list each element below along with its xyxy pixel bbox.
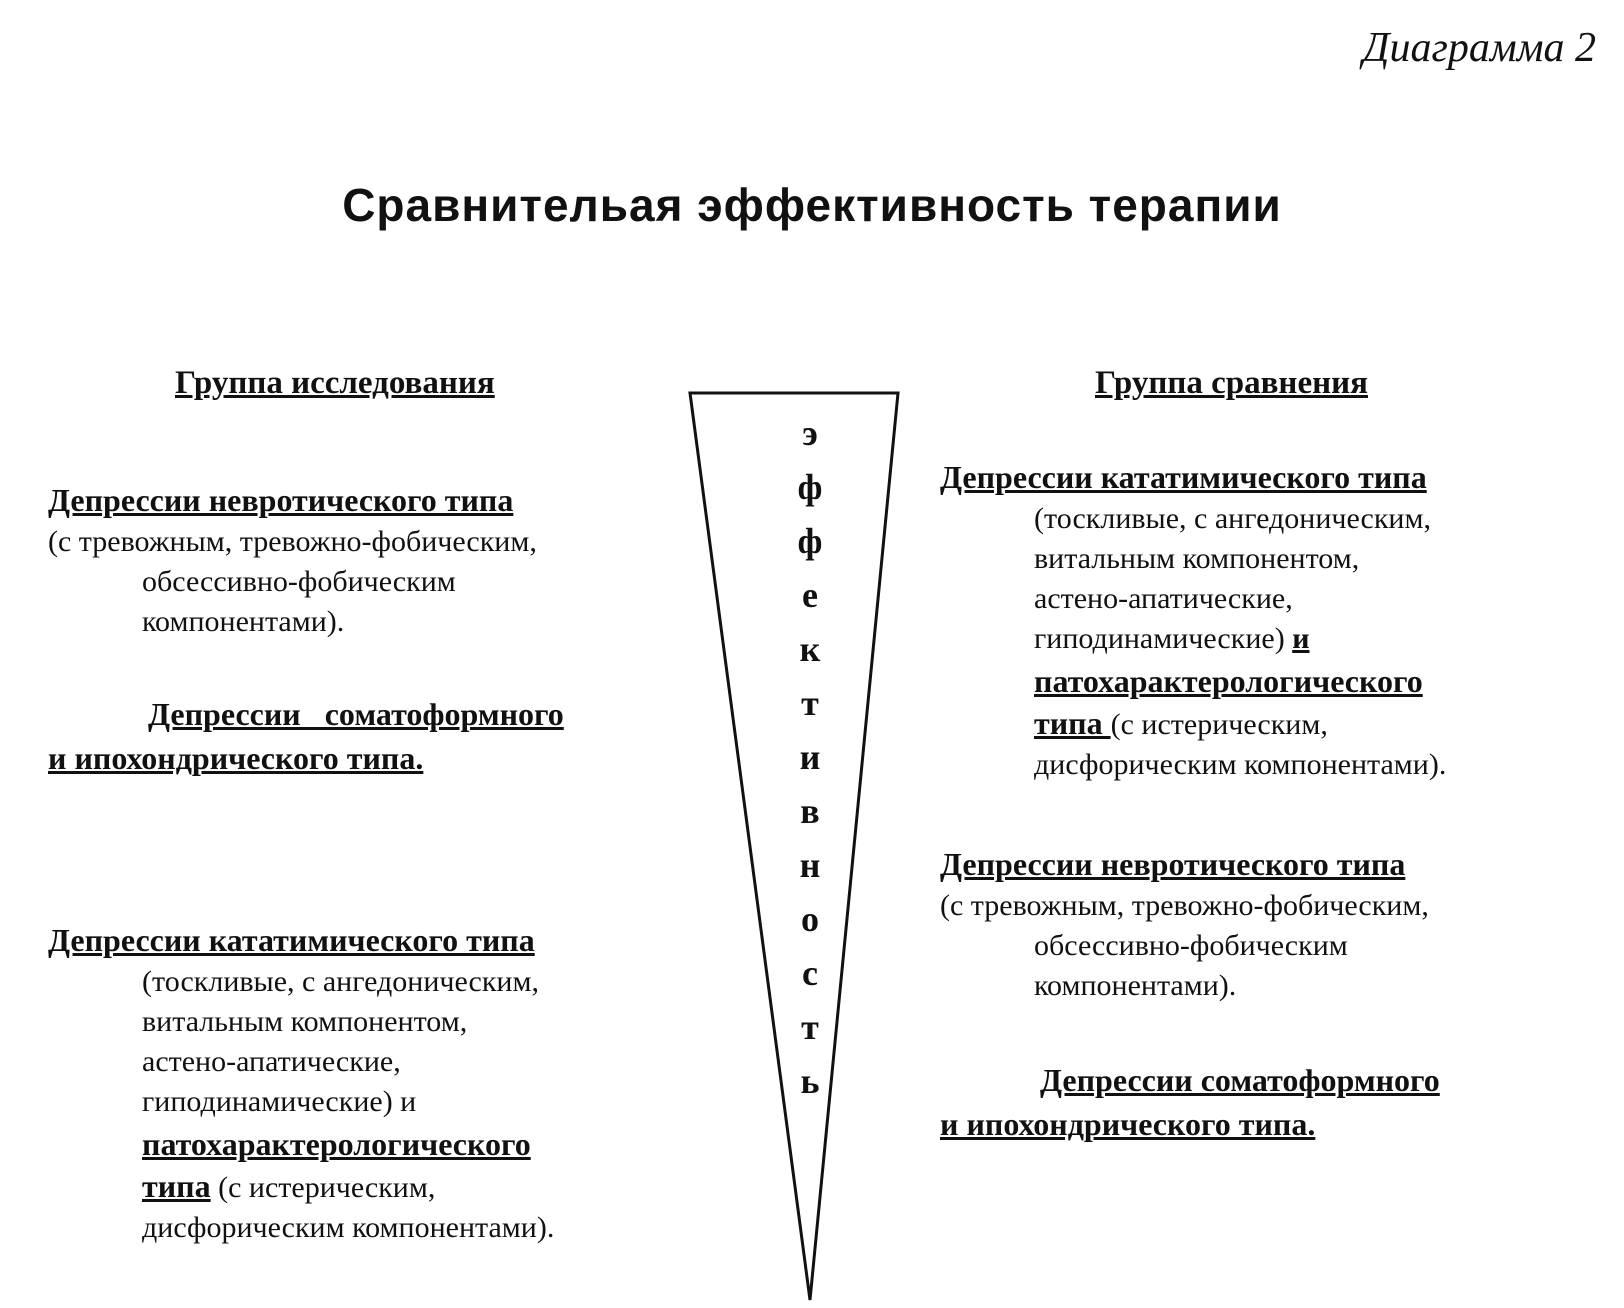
axis-letter-glyph: к <box>799 629 821 669</box>
left-item-catathymic-line: гиподинамические) и <box>142 1085 417 1118</box>
right-item-catathymic-line <box>940 619 1446 659</box>
left-item-neurotic-title: Депрессии невротического типа <box>48 482 514 518</box>
right-group-heading: Группа сравнения <box>1095 365 1368 401</box>
right-item-neurotic-title: Депрессии невротического типа <box>940 846 1406 882</box>
left-item-somatoform <box>48 692 564 780</box>
left-item-neurotic-line: (с тревожным, тревожно-фобическим, <box>48 525 537 558</box>
diagram-number: Диаграмма 2 <box>1362 25 1596 71</box>
right-item-neurotic-line: (с тревожным, тревожно-фобическим, <box>940 889 1429 922</box>
axis-letter-glyph: ф <box>797 467 823 507</box>
right-item-catathymic-line: астено-апатические, <box>1034 582 1293 615</box>
axis-letter-glyph: н <box>799 845 821 885</box>
right-item-catathymic <box>940 455 1446 785</box>
right-item-catathymic-conj: и <box>1292 622 1310 655</box>
left-item-catathymic-title: Депрессии кататимического типа <box>48 922 535 958</box>
left-item-somatoform-title: и ипохондрического типа. <box>48 740 424 776</box>
right-item-neurotic <box>940 842 1429 1006</box>
axis-letter-glyph: е <box>802 575 818 615</box>
axis-letter-glyph: с <box>802 953 818 993</box>
left-item-catathymic-line: астено-апатические, <box>142 1045 401 1078</box>
right-item-somatoform-title: Депрессии соматоформного <box>1040 1062 1440 1098</box>
left-item-somatoform-title: Депрессии соматоформного <box>148 696 564 732</box>
left-item-pathocharacter-title: патохарактерологического <box>142 1126 531 1162</box>
right-item-neurotic-line: обсессивно-фобическим <box>1034 929 1348 962</box>
axis-letter-glyph: в <box>800 791 820 831</box>
right-item-somatoform <box>940 1058 1440 1146</box>
right-item-catathymic-line: (тоскливые, с ангедоническим, <box>1034 502 1431 535</box>
axis-letter-glyph: и <box>799 737 821 777</box>
axis-letter-glyph: э <box>802 413 818 453</box>
axis-letter-glyph: о <box>801 899 819 939</box>
right-item-neurotic-line: компонентами). <box>1034 969 1237 1002</box>
right-item-catathymic-line: дисфорическим компонентами). <box>1034 748 1447 781</box>
left-item-catathymic-line: дисфорическим компонентами). <box>142 1211 555 1244</box>
right-item-pathocharacter-title: патохарактерологического <box>1034 663 1423 699</box>
left-item-catathymic <box>48 918 554 1248</box>
axis-letter-glyph: т <box>801 1007 819 1047</box>
right-item-pathocharacter-rest: (с истерическим, <box>1110 708 1328 741</box>
left-item-neurotic <box>48 478 537 642</box>
diagram-title: Сравнительая эффективность терапии <box>342 179 1282 231</box>
axis-letter-glyph: ф <box>797 521 823 561</box>
right-item-catathymic-line: витальным компонентом, <box>1034 542 1360 575</box>
left-item-neurotic-line: обсессивно-фобическим <box>142 565 456 598</box>
left-item-pathocharacter-line <box>48 1166 554 1208</box>
left-item-catathymic-line: витальным компонентом, <box>142 1005 468 1038</box>
left-group-heading: Группа исследования <box>175 365 495 401</box>
axis-letter-glyph: т <box>801 683 819 723</box>
left-item-pathocharacter-word: типа <box>142 1168 211 1204</box>
right-item-catathymic-title: Депрессии кататимического типа <box>940 459 1427 495</box>
axis-letter-glyph: ь <box>800 1061 820 1101</box>
right-item-somatoform-title: и ипохондрического типа. <box>940 1106 1316 1142</box>
right-item-pathocharacter-word: типа <box>1034 705 1111 741</box>
left-item-pathocharacter-rest: (с истерическим, <box>210 1171 436 1204</box>
left-item-neurotic-line: компонентами). <box>142 605 345 638</box>
right-item-catathymic-line4: гиподинамические) <box>1034 622 1285 655</box>
left-item-catathymic-line: (тоскливые, с ангедоническим, <box>142 965 539 998</box>
right-item-pathocharacter-line <box>940 703 1446 745</box>
